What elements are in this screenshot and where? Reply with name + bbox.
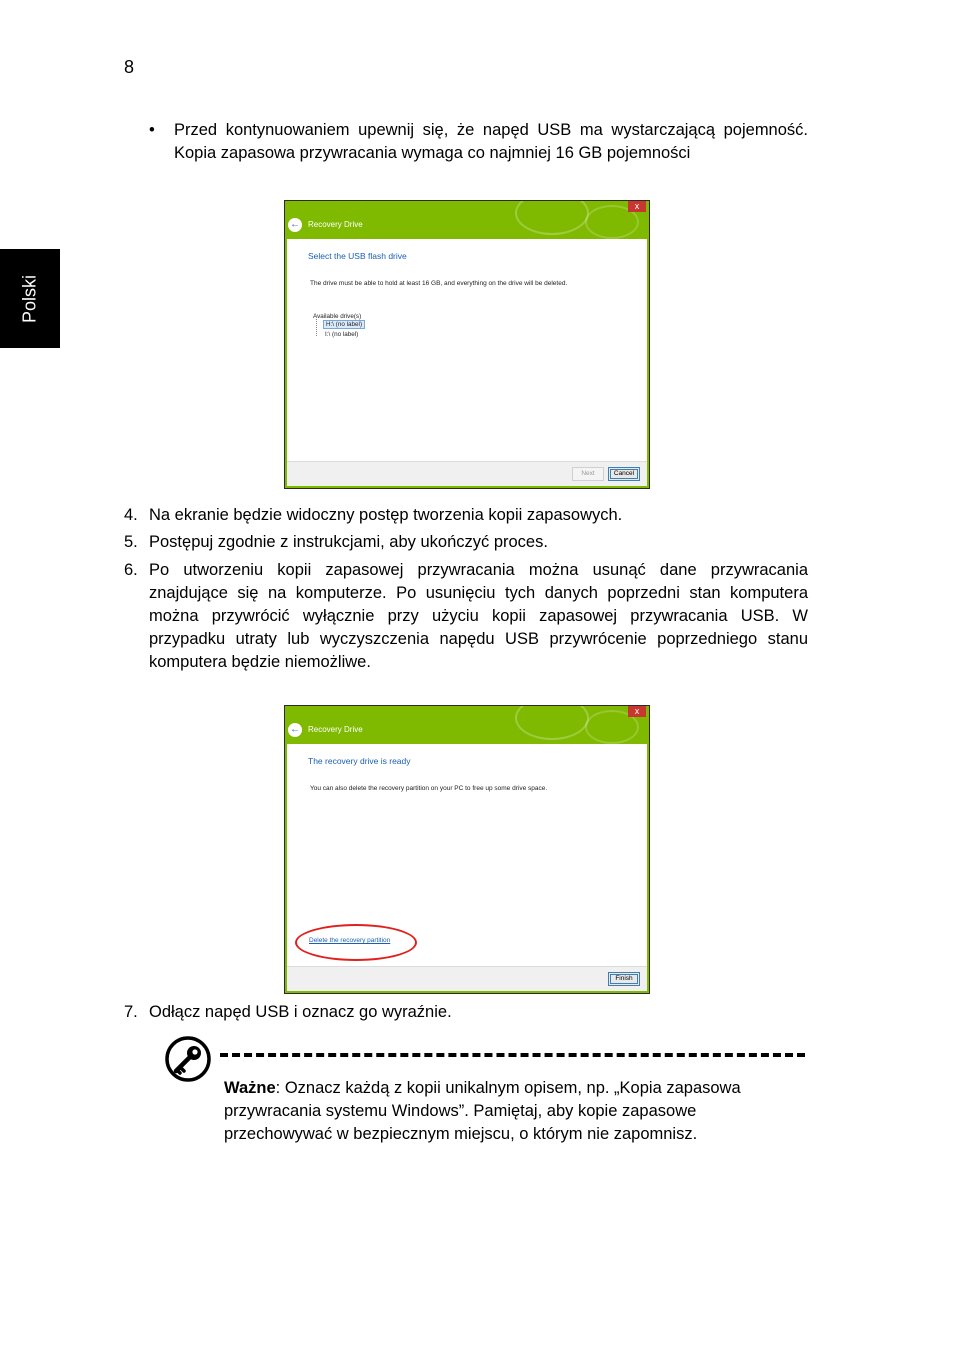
- dialog-footer: [287, 966, 647, 991]
- step-text: Postępuj zgodnie z instrukcjami, aby ukończyć proces.: [149, 533, 548, 551]
- step-text: Odłącz napęd USB i oznacz go wyraźnie.: [149, 1003, 452, 1021]
- note-text: [224, 1077, 784, 1146]
- cancel-button[interactable]: Cancel: [608, 467, 640, 481]
- close-button[interactable]: x: [628, 706, 646, 717]
- note-label: Ważne: [224, 1079, 276, 1097]
- page-number: 8: [124, 57, 135, 77]
- dialog-body-text: The drive must be able to hold at least 16 GB, and everything on the drive will be deleted.: [310, 280, 568, 287]
- back-arrow-icon[interactable]: ←: [290, 724, 300, 735]
- tree-connector: [316, 319, 323, 336]
- bullet-marker: •: [149, 121, 155, 139]
- dialog-content: [287, 744, 647, 991]
- step-text: Na ekranie będzie widoczny postęp tworzenia kopii zapasowych.: [149, 506, 623, 524]
- finish-button[interactable]: Finish: [608, 972, 640, 986]
- delete-recovery-partition-link[interactable]: Delete the recovery partition: [309, 937, 391, 944]
- dialog-content: [287, 239, 647, 486]
- back-arrow-icon[interactable]: ←: [290, 219, 300, 230]
- dialog-footer: [287, 461, 647, 486]
- dialog-heading: Select the USB flash drive: [308, 251, 407, 261]
- recovery-drive-screenshot-select: [284, 200, 650, 489]
- drive-item-i[interactable]: I:\ (no label): [325, 331, 359, 338]
- step-number: 4.: [124, 506, 138, 524]
- app-title: Recovery Drive: [308, 220, 363, 229]
- language-tab: [0, 249, 60, 348]
- key-icon: [165, 1036, 211, 1082]
- drive-item-h[interactable]: H:\ (no label): [323, 320, 365, 329]
- background-decoration: [515, 705, 589, 740]
- background-decoration: [515, 200, 589, 235]
- note-divider: [220, 1053, 805, 1057]
- bullet-text: Przed kontynuowaniem upewnij się, że napęd USB ma wystarczającą pojemność. Kopia zapasowa przywracania wymaga co najmniej 16 GB pojemności: [174, 121, 808, 162]
- step-number: 5.: [124, 533, 138, 551]
- next-button[interactable]: Next: [572, 467, 604, 481]
- step-number: 7.: [124, 1003, 138, 1021]
- note-body: : Oznacz każdą z kopii unikalnym opisem, np. „Kopia zapasowa przywracania systemu Windows”. Pamiętaj, aby kopie zapasowe przechowywać w bezpiecznym miejscu, o którym nie zapomnisz.: [224, 1079, 741, 1143]
- app-title: Recovery Drive: [308, 725, 363, 734]
- available-drives-label: Available drive(s): [313, 313, 362, 320]
- close-button[interactable]: x: [628, 201, 646, 212]
- recovery-drive-screenshot-ready: [284, 705, 650, 994]
- dialog-body-text: You can also delete the recovery partition on your PC to free up some drive space.: [310, 785, 548, 792]
- dialog-heading: The recovery drive is ready: [308, 756, 411, 766]
- drive-list: [313, 313, 363, 338]
- language-tab-label: Polski: [19, 274, 40, 323]
- step-text: Po utworzeniu kopii zapasowej przywracania można usunąć dane przywracania znajdujące się na komputerze. Po usunięciu tych danych poprzedni stan komputera można przywrócić wyłącznie przy użyciu kopii zapasowej przywracania USB. W przypadku utraty lub wyczyszczenia napędu USB przywrócenie poprzedniego stanu komputera będzie niemożliwe.: [149, 561, 808, 671]
- step-number: 6.: [124, 561, 138, 579]
